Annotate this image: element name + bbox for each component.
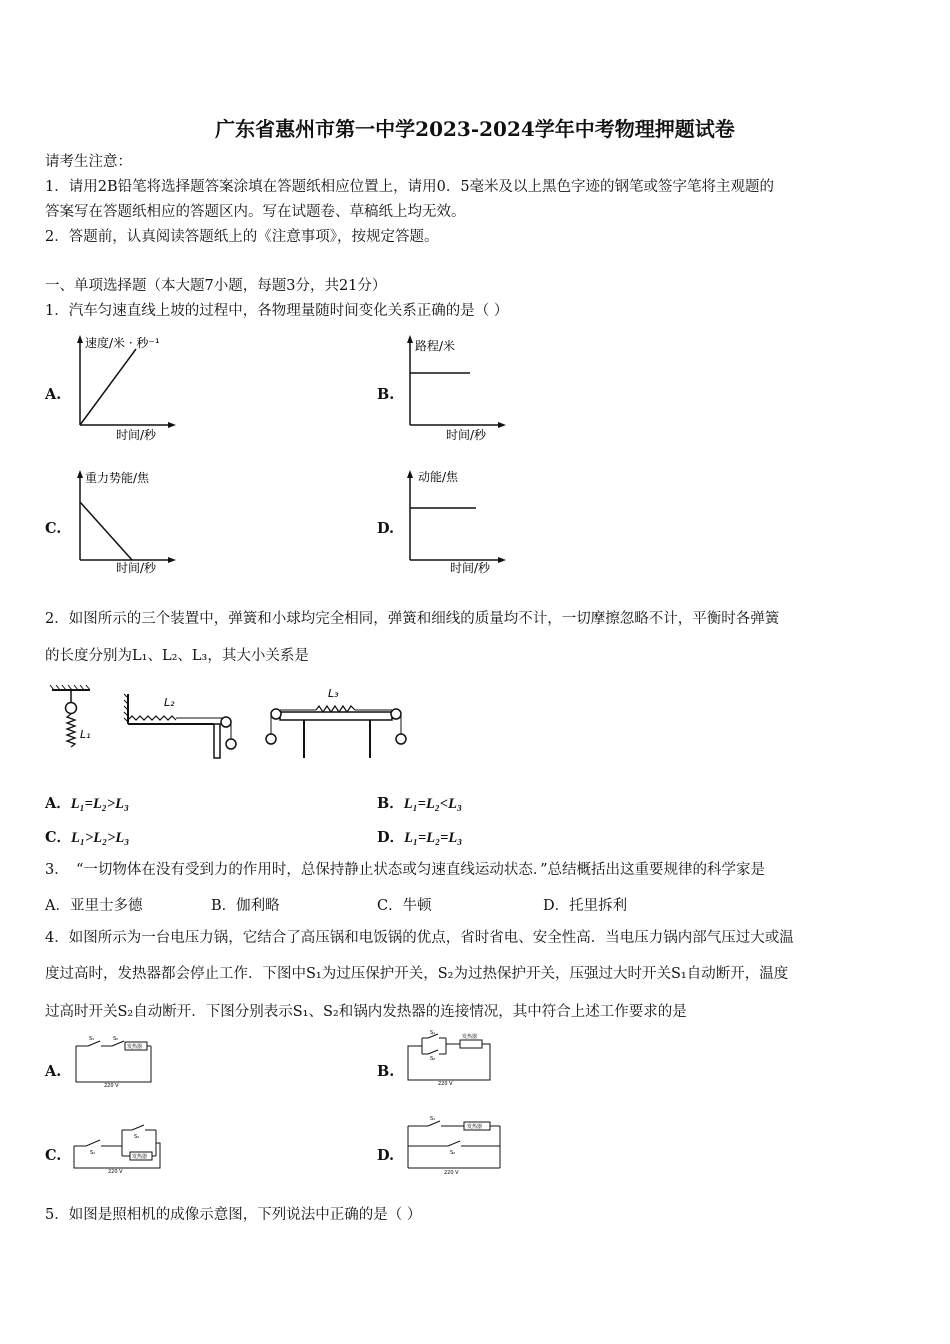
q4-b-s1: S₁ — [430, 1030, 436, 1036]
q1-stem: 1．汽车匀速直线上坡的过程中，各物理量随时间变化关系正确的是（ ） — [45, 303, 509, 319]
notice-line-1: 1．请用2B铅笔将选择题答案涂填在答题纸相应位置上，请用0．5毫米及以上黑色字迹的钢笔或签字笔将主观题的 — [45, 179, 775, 195]
q2-figure — [48, 682, 418, 762]
q4-c-voltage: 220 V — [108, 1169, 123, 1174]
q2-option-b — [377, 792, 462, 813]
q4-d-s1: S₁ — [430, 1116, 436, 1122]
q2-option-b-text: L₁=L₂<L₃ — [403, 796, 463, 812]
q4-d-heater: 发热器 — [467, 1124, 483, 1130]
q2-label-l1: L₁ — [80, 728, 91, 741]
q1-option-b-letter: B. — [377, 386, 395, 403]
q3-option-b: B．伽利略 — [211, 898, 280, 914]
notice-heading: 请考生注意： — [45, 154, 132, 170]
q4-b-s2: S₂ — [430, 1056, 436, 1062]
q2-option-d-letter: D． — [377, 829, 405, 846]
q4-stem-1: 4．如图所示为一台电压力锅，它结合了高压锅和电饭锅的优点，省时省电、安全性高．当电压力锅内部气压过大或温 — [45, 930, 794, 946]
q4-c-s2: S₂ — [134, 1134, 140, 1140]
q2-label-l3: L₃ — [328, 687, 339, 700]
q2-option-c — [45, 826, 129, 847]
q2-option-a-text: L₁=L₂>L₃ — [70, 796, 130, 812]
q1-graph-c — [70, 468, 200, 580]
q2-stem-2: 的长度分别为L₁、L₂、L₃，其大小关系是 — [45, 648, 309, 664]
q2-option-b-letter: B． — [377, 795, 404, 812]
q1-d-xlabel: 时间/秒 — [450, 561, 491, 575]
q2-option-c-letter: C． — [45, 829, 72, 846]
q1-b-ylabel: 路程/米 — [415, 339, 456, 353]
q4-d-s2: S₂ — [450, 1150, 456, 1156]
page-title: 广东省惠州市第一中学2023-2024学年中考物理押题试卷 — [215, 117, 735, 141]
q2-option-d — [377, 826, 462, 847]
q4-option-c-letter: C. — [45, 1147, 62, 1164]
q4-stem-2: 度过高时，发热器都会停止工作．下图中S₁为过压保护开关，S₂为过热保护开关，压强过大时开关S₁自动断开，温度 — [45, 966, 789, 982]
notice-line-2: 2．答题前，认真阅读答题纸上的《注意事项》，按规定答题。 — [45, 229, 439, 245]
q4-a-s1: S₁ — [89, 1036, 95, 1042]
q1-graph-d — [400, 468, 530, 580]
q2-option-c-text: L₁>L₂>L₃ — [71, 830, 130, 846]
q3-stem: 3． “一切物体在没有受到力的作用时，总保持静止状态或匀速直线运动状态．”总结概括出这重要规律的科学家是 — [45, 862, 766, 878]
q1-option-c-letter: C. — [45, 520, 62, 537]
q1-a-xlabel: 时间/秒 — [116, 428, 157, 442]
q4-d-voltage: 220 V — [444, 1170, 459, 1176]
q4-c-heater: 发热器 — [132, 1154, 148, 1160]
q2-label-l2: L₂ — [164, 696, 175, 709]
q1-b-xlabel: 时间/秒 — [446, 428, 487, 442]
q2-stem-1: 2．如图所示的三个装置中，弹簧和小球均完全相同，弹簧和细线的质量均不计，一切摩擦忽略不计，平衡时各弹簧 — [45, 611, 780, 627]
q4-circuit-a — [74, 1036, 154, 1088]
q4-b-heater: 发热器 — [462, 1034, 478, 1040]
q1-c-ylabel: 重力势能/焦 — [85, 471, 150, 485]
q4-option-a-letter: A. — [45, 1063, 62, 1080]
q4-circuit-c — [72, 1116, 164, 1174]
q3-option-d: D．托里拆利 — [543, 898, 628, 914]
q1-option-a-letter: A. — [45, 386, 62, 403]
notice-line-1b: 答案写在答题纸相应的答题区内。写在试题卷、草稿纸上均无效。 — [45, 204, 466, 220]
q2-option-a-letter: A． — [45, 795, 71, 812]
q5-stem: 5．如图是照相机的成像示意图，下列说法中正确的是（ ） — [45, 1207, 422, 1223]
q4-stem-3: 过高时开关S₂自动断开．下图分别表示S₁、S₂和锅内发热器的连接情况，其中符合上述工作要求的是 — [45, 1004, 687, 1020]
q4-c-s1: S₁ — [90, 1150, 96, 1156]
q1-d-ylabel: 动能/焦 — [418, 470, 459, 484]
q4-b-voltage: 220 V — [438, 1081, 453, 1086]
q1-c-xlabel: 时间/秒 — [116, 561, 157, 575]
q1-a-ylabel: 速度/米 · 秒⁻¹ — [85, 336, 160, 350]
q1-option-d-letter: D. — [377, 520, 395, 537]
section-heading: 一、单项选择题（本大题7小题，每题3分，共21分） — [45, 278, 387, 294]
q2-option-d-text: L₁=L₂=L₃ — [404, 830, 463, 846]
q1-graph-a — [70, 333, 200, 445]
q4-circuit-b — [404, 1030, 494, 1086]
q4-a-s2: S₂ — [113, 1036, 119, 1042]
q4-option-b-letter: B. — [377, 1063, 395, 1080]
q4-circuit-d — [404, 1114, 504, 1176]
q4-a-heater: 发热器 — [127, 1044, 143, 1050]
q3-option-a: A．亚里士多德 — [45, 898, 143, 914]
q4-a-voltage: 220 V — [104, 1083, 119, 1088]
q3-option-c: C．牛顿 — [377, 898, 432, 914]
q4-option-d-letter: D. — [377, 1147, 395, 1164]
q2-option-a — [45, 792, 129, 813]
q1-graph-b — [400, 333, 530, 445]
